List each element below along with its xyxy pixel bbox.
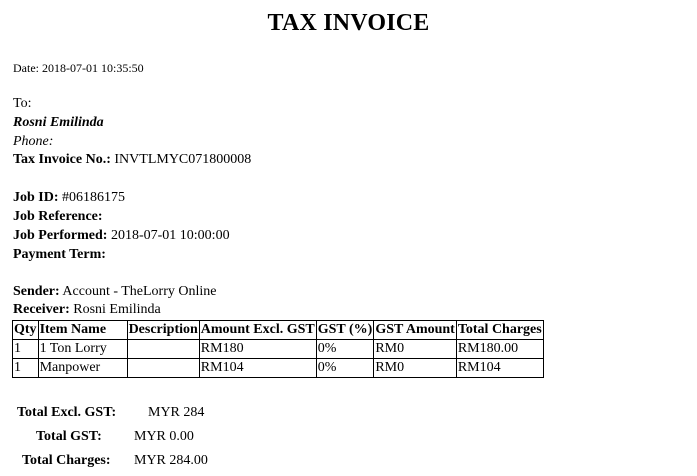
cell-qty: 1: [13, 359, 39, 378]
job-id: [13, 190, 125, 206]
cell-gst-percent: 0%: [316, 340, 374, 359]
tax-invoice-number-value: INVTLMYC071800008: [114, 152, 252, 167]
column-header-qty: Qty: [13, 321, 39, 340]
total-charges-value: MYR 284.00: [134, 453, 208, 468]
total-excl-gst-value: MYR 284: [148, 405, 205, 420]
tax-invoice-number-label: Tax Invoice No.:: [13, 152, 111, 167]
cell-description: [127, 359, 199, 378]
cell-gst-amount: RM0: [374, 359, 457, 378]
job-id-value: #06186175: [62, 190, 126, 205]
job-performed-value: 2018-07-01 10:00:00: [110, 228, 230, 243]
cell-gst-amount: RM0: [374, 340, 457, 359]
sender-value: Account - TheLorry Online: [62, 284, 217, 299]
job-id-label: Job ID:: [13, 190, 59, 205]
sender: [13, 284, 217, 300]
job-performed-label: Job Performed:: [13, 228, 108, 243]
total-excl-gst-label: Total Excl. GST:: [17, 405, 117, 420]
sender-label: Sender:: [13, 284, 60, 299]
table-row: [13, 359, 544, 378]
column-header-gst-percent: GST (%): [316, 321, 374, 340]
total-charges-label: Total Charges:: [22, 453, 111, 468]
cell-description: [127, 340, 199, 359]
cell-item-name: Manpower: [38, 359, 127, 378]
payment-term-label: Payment Term:: [13, 247, 106, 262]
cell-amount-excl-gst: RM180: [199, 340, 316, 359]
phone-label: Phone:: [13, 134, 54, 149]
job-reference-label: Job Reference:: [13, 209, 103, 224]
invoice-title: TAX INVOICE: [267, 10, 430, 36]
cell-gst-percent: 0%: [316, 359, 374, 378]
job-performed: [13, 228, 230, 244]
cell-total-charges: RM104: [456, 359, 543, 378]
total-gst-label: Total GST:: [36, 429, 102, 444]
to-label: To:: [13, 96, 32, 111]
line-items-table: [12, 320, 544, 378]
table-header-row: [13, 321, 544, 340]
tax-invoice-number: [13, 152, 251, 168]
total-gst-value: MYR 0.00: [134, 429, 194, 444]
cell-item-name: 1 Ton Lorry: [38, 340, 127, 359]
invoice-date: Date: 2018-07-01 10:35:50: [13, 61, 144, 75]
column-header-item-name: Item Name: [38, 321, 127, 340]
column-header-amount-excl-gst: Amount Excl. GST: [199, 321, 316, 340]
column-header-description: Description: [127, 321, 199, 340]
cell-qty: 1: [13, 340, 39, 359]
receiver: [13, 302, 161, 318]
column-header-gst-amount: GST Amount: [374, 321, 457, 340]
receiver-value: Rosni Emilinda: [73, 302, 161, 317]
receiver-label: Receiver:: [13, 302, 70, 317]
recipient-name: Rosni Emilinda: [13, 115, 104, 130]
cell-total-charges: RM180.00: [456, 340, 543, 359]
cell-amount-excl-gst: RM104: [199, 359, 316, 378]
column-header-total-charges: Total Charges: [456, 321, 543, 340]
table-row: [13, 340, 544, 359]
